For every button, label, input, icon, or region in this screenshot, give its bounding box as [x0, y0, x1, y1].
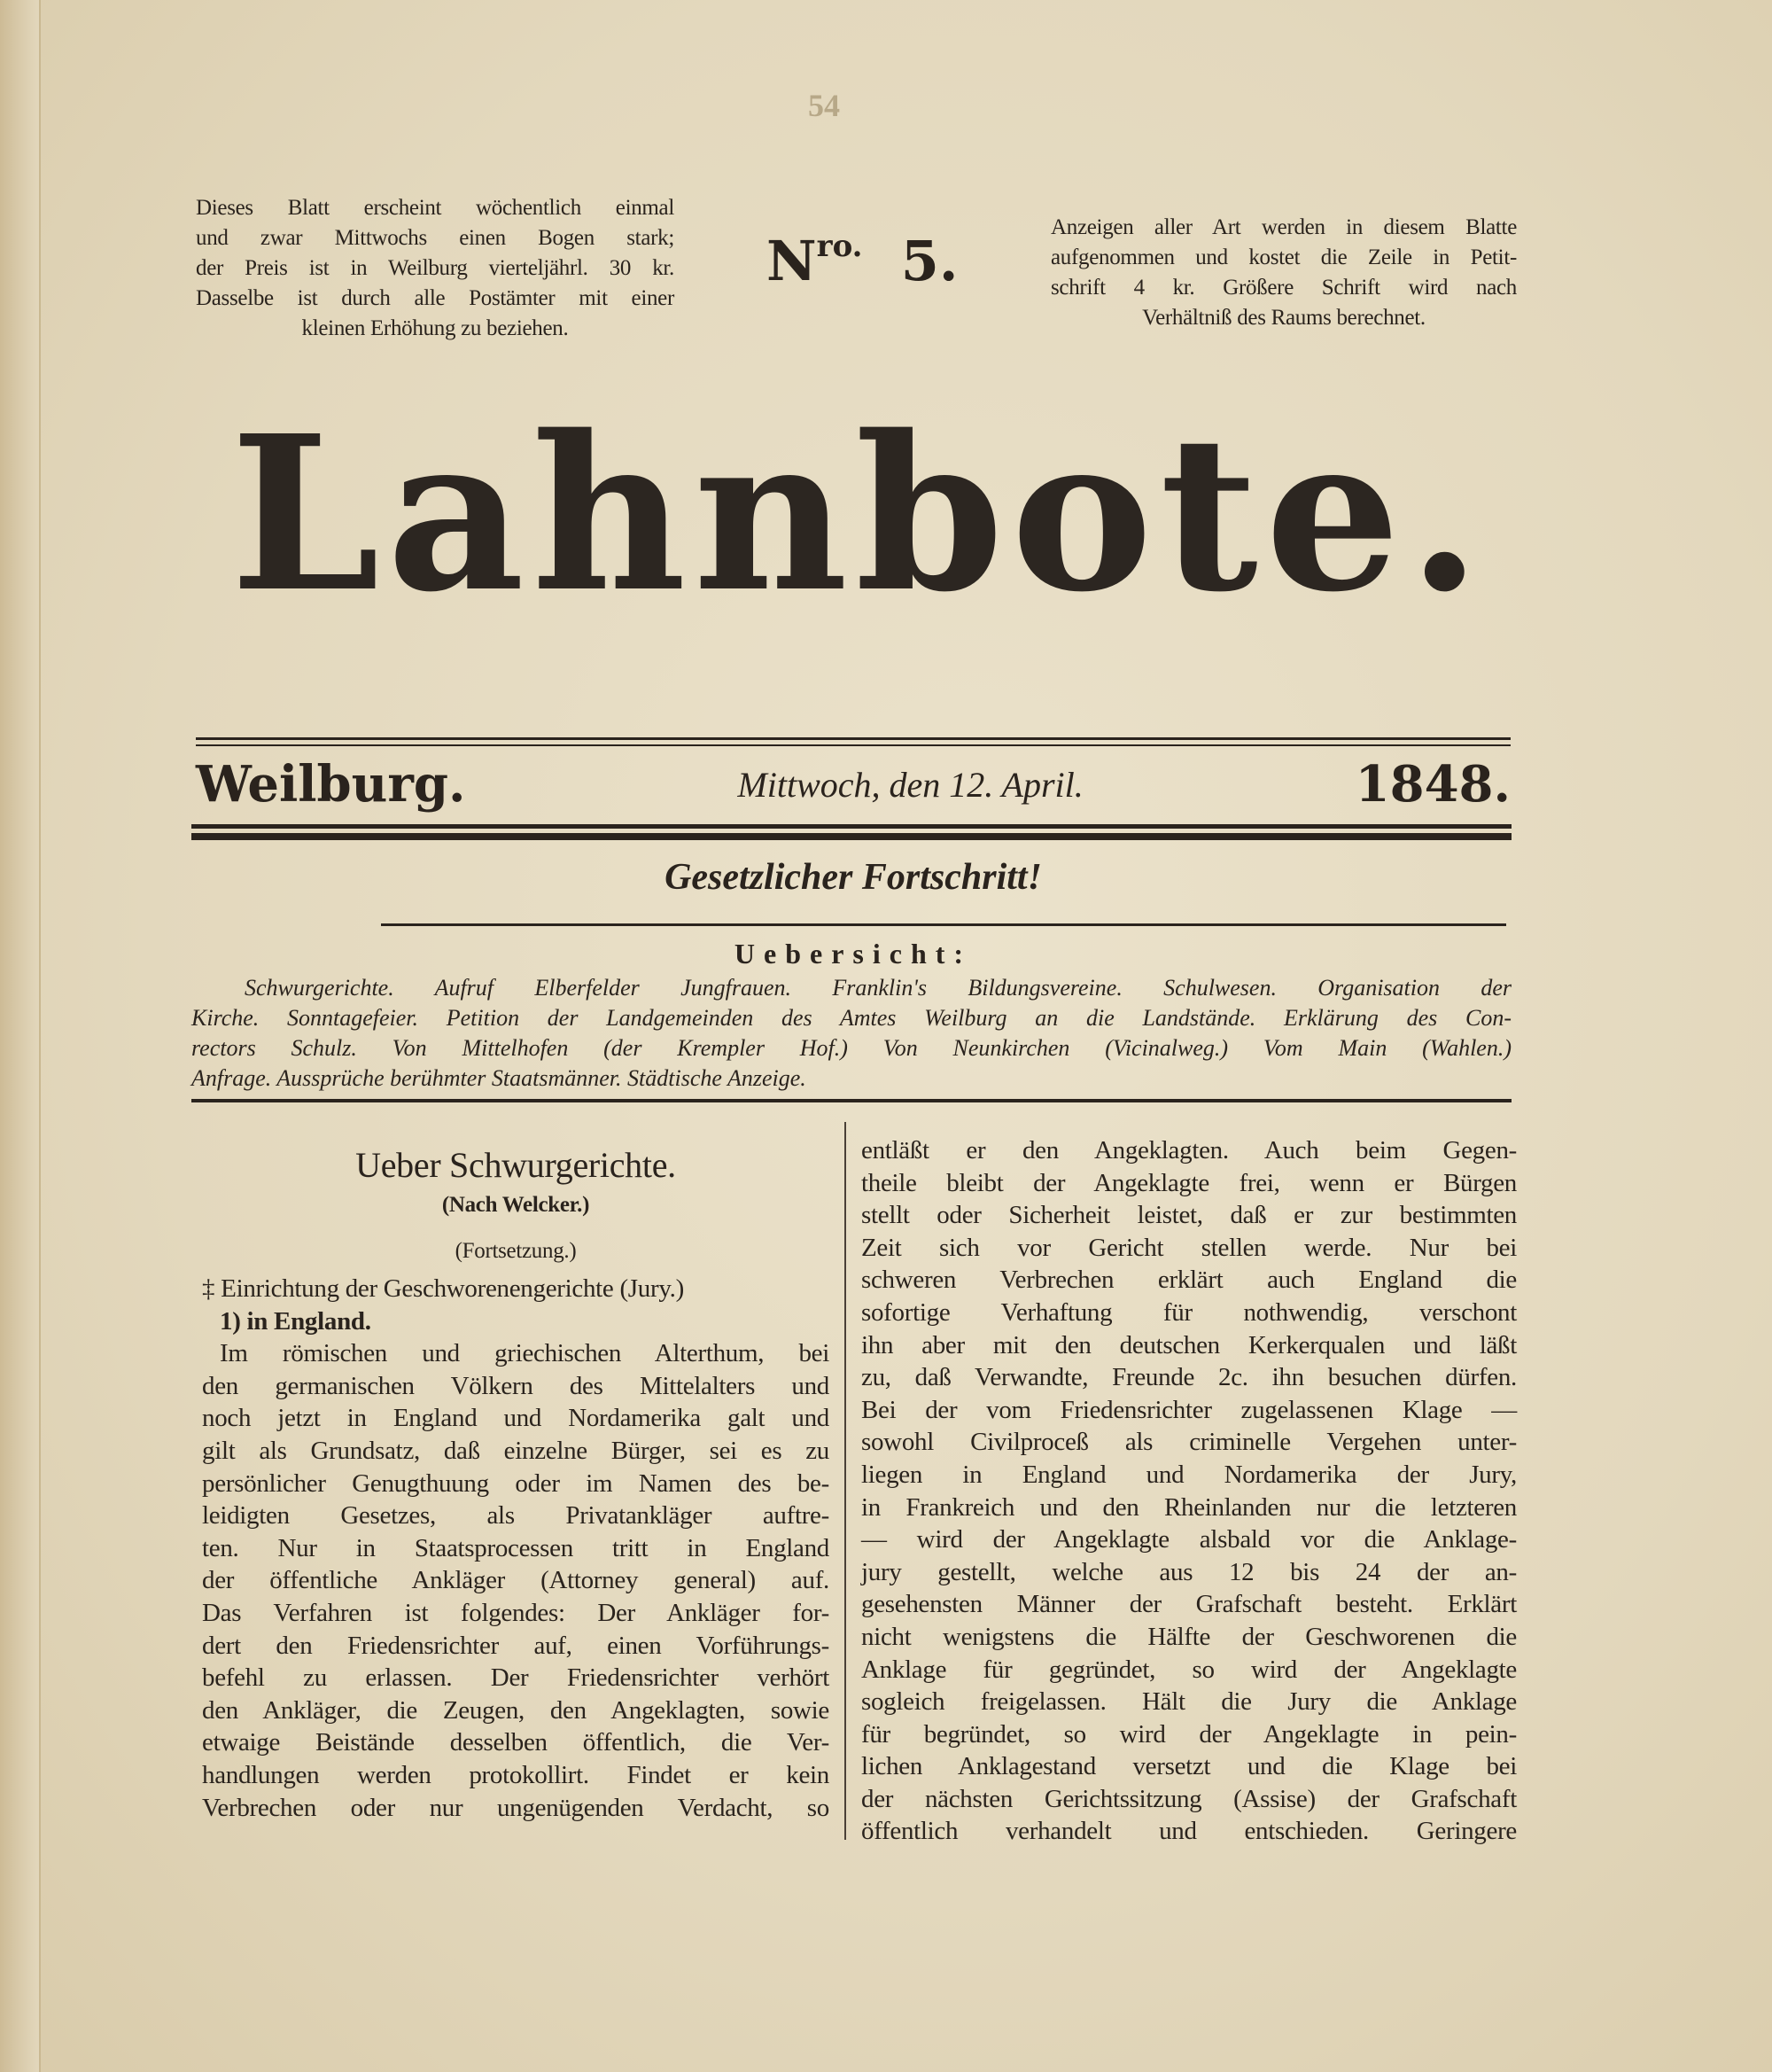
article-line: stellt oder Sicherheit leistet, daß er zur bestimmten: [861, 1201, 1517, 1230]
notice-line: schrift 4 kr. Größere Schrift wird nach: [1051, 276, 1517, 300]
overview-heading: Uebersicht:: [734, 938, 973, 970]
divider: [191, 1099, 1512, 1102]
divider: [381, 923, 1506, 926]
article-line: der öffentliche Ankläger (Attorney general) auf.: [202, 1566, 829, 1595]
article-line: befehl zu erlassen. Der Friedensrichter verhört: [202, 1663, 829, 1693]
article-line: sowohl Civilproceß als criminelle Vergehen unter-: [861, 1428, 1517, 1457]
article-line: den Ankläger, die Zeugen, den Angeklagten, sowie: [202, 1695, 829, 1725]
overview-line: Kirche. Sonntagefeier. Petition der Landgemeinden des Amtes Weilburg an die Landstände. Erklärung des Con-: [191, 1005, 1512, 1031]
notice-line: aufgenommen und kostet die Zeile in Petit-: [1051, 245, 1517, 269]
article-line: gesehensten Männer der Grafschaft besteht. Erklärt: [861, 1590, 1517, 1619]
article-line: gilt als Grundsatz, daß einzelne Bürger, sei es zu: [202, 1436, 829, 1465]
overview-line: Anfrage. Aussprüche berühmter Staatsmänner. Städtische Anzeige.: [191, 1065, 806, 1091]
article-line: der nächsten Gerichtssitzung (Assise) der Grafschaft: [861, 1784, 1517, 1813]
article-line: — wird der Angeklagte alsbald vor die Anklage-: [861, 1525, 1517, 1554]
article-line: schweren Verbrechen erklärt auch England die: [861, 1266, 1517, 1295]
issue-ro: ro.: [816, 229, 863, 264]
article-column-right: [861, 1134, 1517, 1848]
divider: [196, 737, 1511, 740]
article-line: persönlicher Genugthuung oder im Namen des be-: [202, 1468, 829, 1498]
section-heading: ‡ Einrichtung der Geschworenengerichte (Jury.): [202, 1274, 684, 1303]
notice-line: Dasselbe ist durch alle Postämter mit einer: [196, 286, 674, 310]
place: Weilburg.: [196, 755, 466, 814]
article-line: sogleich freigelassen. Hält die Jury die Anklage: [861, 1687, 1517, 1717]
advertising-notice: [1051, 213, 1517, 333]
divider: [191, 833, 1512, 840]
article-line: etwaige Beistände desselben öffentlich, die Ver-: [202, 1728, 829, 1757]
article-line: den germanischen Völkern des Mittelalters und: [202, 1371, 829, 1400]
continued-note: (Fortsetzung.): [455, 1239, 577, 1263]
article-line: liegen in England und Nordamerika der Jury,: [861, 1460, 1517, 1489]
article-line: lichen Anklagestand versetzt und die Klage bei: [861, 1752, 1517, 1781]
article-line: Bei der vom Friedensrichter zugelassenen Klage —: [861, 1395, 1517, 1424]
article-line: öffentlich verhandelt und entschieden. Geringere: [861, 1817, 1517, 1846]
article-line: Verbrechen oder nur ungenügenden Verdacht, so: [202, 1793, 829, 1822]
issue-number: [766, 229, 958, 293]
article-line: zu, daß Verwandte, Freunde 2c. ihn besuchen dürfen.: [861, 1363, 1517, 1392]
notice-line: Verhältniß des Raums berechnet.: [1142, 306, 1426, 330]
divider: [196, 744, 1511, 746]
overview-line: rectors Schulz. Von Mittelhofen (der Krempler Hof.) Von Neunkirchen (Vicinalweg.) Vom Main (Wahlen.): [191, 1035, 1512, 1061]
notice-line: Anzeigen aller Art werden in diesem Blatte: [1051, 215, 1517, 239]
issue-prefix: N: [766, 229, 817, 293]
article-line: ihn aber mit den deutschen Kerkerqualen und läßt: [861, 1330, 1517, 1359]
article-line: leidigten Gesetzes, als Privatankläger auftre-: [202, 1501, 829, 1531]
dateline: [196, 753, 1511, 815]
newspaper-title: Lahnbote.: [229, 389, 1489, 639]
article-line: jury gestellt, welche aus 12 bis 24 der an-: [861, 1557, 1517, 1586]
overview-line: Schwurgerichte. Aufruf Elberfelder Jungfrauen. Franklin's Bildungsvereine. Schulwesen. Organisation der: [245, 975, 1512, 1001]
divider: [191, 824, 1512, 829]
issue-value: 5.: [900, 229, 959, 293]
notice-line: der Preis ist in Weilburg vierteljährl. 30 kr.: [196, 256, 674, 280]
motto: Gesetzlicher Fortschritt!: [664, 857, 1042, 898]
article-line: Im römischen und griechischen Alterthum, bei: [220, 1339, 829, 1368]
notice-line: kleinen Erhöhung zu beziehen.: [301, 316, 569, 340]
article-line: entläßt er den Angeklagten. Auch beim Gegen-: [861, 1136, 1517, 1165]
article-title: Ueber Schwurgerichte.: [355, 1145, 676, 1185]
notice-line: und zwar Mittwochs einen Bogen stark;: [196, 226, 674, 250]
column-divider: [844, 1122, 846, 1840]
article-byline: (Nach Welcker.): [441, 1193, 590, 1217]
date: Mittwoch, den 12. April.: [737, 764, 1084, 805]
article-line: in Frankreich und den Rheinlanden nur die letzteren: [861, 1492, 1517, 1522]
article-line: für begründet, so wird der Angeklagte in pein-: [861, 1719, 1517, 1749]
binding-edge: [0, 0, 41, 2072]
article-line: dert den Friedensrichter auf, einen Vorführungs-: [202, 1631, 829, 1660]
article-column-left: [202, 1143, 829, 1824]
notice-line: Dieses Blatt erscheint wöchentlich einmal: [196, 196, 674, 220]
subsection-heading: 1) in England.: [220, 1306, 371, 1336]
article-line: Zeit sich vor Gericht stellen werde. Nur bei: [861, 1233, 1517, 1262]
article-line: Das Verfahren ist folgendes: Der Ankläger for-: [202, 1598, 829, 1627]
article-line: ten. Nur in Staatsprocessen tritt in England: [202, 1533, 829, 1562]
article-line: noch jetzt in England und Nordamerika galt und: [202, 1404, 829, 1433]
page-number: 54: [808, 88, 840, 123]
article-line: Anklage für gegründet, so wird der Angeklagte: [861, 1655, 1517, 1684]
article-line: theile bleibt der Angeklagte frei, wenn er Bürgen: [861, 1168, 1517, 1197]
year: 1848.: [1355, 755, 1511, 814]
article-line: nicht wenigstens die Hälfte der Geschworenen die: [861, 1622, 1517, 1651]
overview-contents: [191, 973, 1512, 1094]
subscription-notice: [196, 193, 674, 344]
article-line: handlungen werden protokollirt. Findet er kein: [202, 1760, 829, 1789]
article-line: sofortige Verhaftung für nothwendig, verschont: [861, 1297, 1517, 1327]
